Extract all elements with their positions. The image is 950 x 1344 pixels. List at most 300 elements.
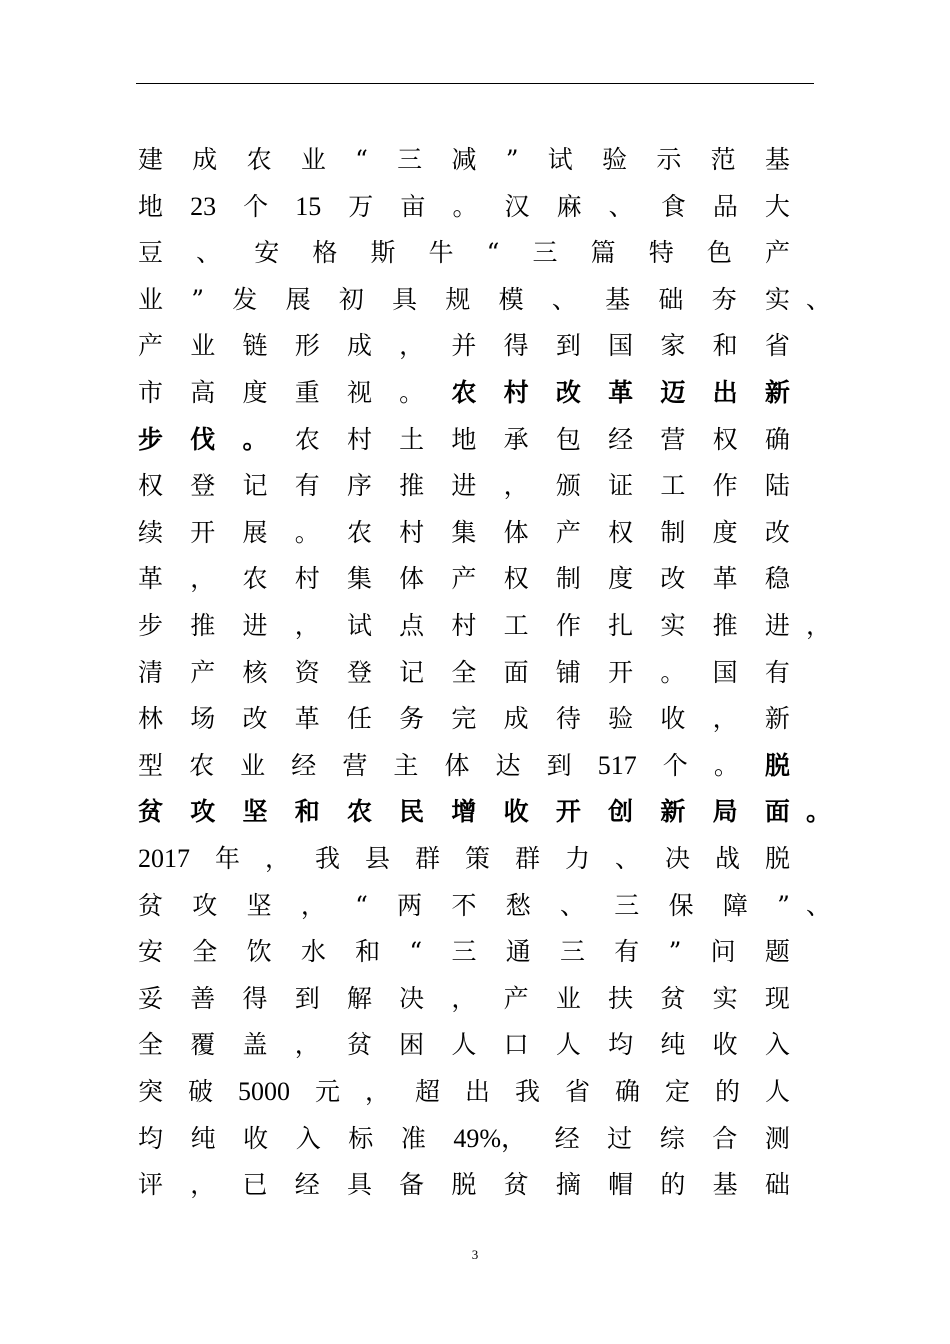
text-token: 集 <box>346 564 372 594</box>
text-token: 和 <box>712 331 738 361</box>
text-token: 实 <box>712 983 738 1013</box>
text-token: ， <box>300 890 326 920</box>
text-line <box>138 748 790 784</box>
text-token: 承 <box>503 424 529 454</box>
text-token: 基 <box>712 1170 738 1200</box>
text-token: 务 <box>399 704 425 734</box>
text-token: 制 <box>555 564 581 594</box>
text-token: 农 <box>242 564 268 594</box>
text-token: 农 <box>246 145 272 174</box>
text-token: 村 <box>399 517 425 547</box>
text-token: 产 <box>764 238 790 268</box>
text-token: 超 <box>414 1077 440 1106</box>
text-token: 农 <box>189 750 215 780</box>
text-line <box>138 142 790 178</box>
text-line <box>138 1074 790 1110</box>
text-token: 收 <box>243 1123 269 1153</box>
text-token: 成 <box>346 331 372 361</box>
text-token: 脱 <box>451 1170 477 1200</box>
text-token: 铺 <box>555 657 581 687</box>
text-token: 现 <box>764 983 790 1013</box>
text-token: 人 <box>451 1030 477 1060</box>
text-line <box>138 189 790 225</box>
text-token: 改 <box>555 378 581 407</box>
text-token: 色 <box>706 238 732 268</box>
text-token: 础 <box>764 1170 790 1200</box>
text-token: 验 <box>608 704 634 734</box>
text-token: 集 <box>451 517 477 547</box>
text-token: 麻 <box>556 191 582 221</box>
text-token: 善 <box>190 983 216 1013</box>
text-token: 示 <box>656 145 682 174</box>
text-token: 村 <box>294 564 320 594</box>
text-token: ， <box>264 844 290 873</box>
text-token: 和 <box>355 937 381 967</box>
text-token: 革 <box>712 564 738 594</box>
text-token: 经 <box>554 1123 580 1153</box>
text-token: 我 <box>514 1077 540 1106</box>
text-token: 陆 <box>764 471 790 501</box>
text-token: “ <box>486 238 500 268</box>
text-token: 试 <box>346 611 372 640</box>
text-token: 产 <box>451 564 477 594</box>
text-token: 新 <box>764 704 790 734</box>
text-token: 纯 <box>190 1123 216 1153</box>
text-token: 。 <box>660 657 686 687</box>
text-token: ， <box>712 704 738 734</box>
text-token: ， <box>364 1077 390 1106</box>
text-token: ” <box>777 890 790 920</box>
text-token: 格 <box>312 238 338 268</box>
text-token: 序 <box>346 471 372 501</box>
text-token: 万 <box>348 191 374 221</box>
text-line <box>138 561 790 597</box>
text-token: “ <box>409 937 423 967</box>
text-token: 创 <box>608 797 634 827</box>
text-token: 业 <box>240 750 266 780</box>
text-token: 愁 <box>505 890 531 920</box>
text-token: 饮 <box>246 937 272 967</box>
text-token: 新 <box>660 797 686 827</box>
text-token: 出 <box>464 1077 490 1106</box>
text-token: ， <box>190 1170 216 1200</box>
text-token: 链 <box>242 331 268 361</box>
text-token: 517 <box>597 750 637 780</box>
text-token: “ <box>355 890 368 920</box>
text-token: 续 <box>138 517 164 547</box>
text-token: 、 <box>608 191 634 221</box>
text-token: 均 <box>138 1123 164 1153</box>
text-token: 经 <box>291 750 317 780</box>
text-token: 验 <box>602 145 628 174</box>
text-token: 、 <box>196 238 222 268</box>
text-token: 全 <box>192 937 218 967</box>
text-token: 人 <box>555 1030 581 1060</box>
text-line <box>138 422 790 458</box>
text-token: 战 <box>714 844 740 873</box>
text-token: 牛 <box>428 238 454 268</box>
text-token: 、 <box>551 284 577 314</box>
text-token: 全 <box>451 657 477 687</box>
text-token: 营 <box>342 750 368 780</box>
text-token: 斯 <box>370 238 396 268</box>
text-line <box>138 235 790 271</box>
text-token: 主 <box>393 750 419 780</box>
text-token: 产 <box>555 517 581 547</box>
text-line <box>138 282 790 318</box>
text-token: 制 <box>660 517 686 547</box>
text-token: 权 <box>712 424 738 454</box>
text-token: 业 <box>190 331 216 361</box>
text-token: ” <box>505 145 519 174</box>
text-line <box>138 1167 790 1203</box>
text-token: 革 <box>608 378 634 407</box>
text-token: ， <box>190 564 216 594</box>
text-token: 妥 <box>138 983 164 1013</box>
text-token: 进 <box>764 611 790 640</box>
text-token: 村 <box>503 378 529 407</box>
text-token: 核 <box>242 657 268 687</box>
text-token: 贫 <box>346 1030 372 1060</box>
text-token: 大 <box>764 191 790 221</box>
text-token: 的 <box>714 1077 740 1106</box>
text-token: 攻 <box>192 890 218 920</box>
text-token: 、 <box>614 844 640 873</box>
text-token: 初 <box>338 284 364 314</box>
text-token: 达 <box>495 750 521 780</box>
text-token: 记 <box>399 657 425 687</box>
text-token: 具 <box>392 284 418 314</box>
text-token: 清 <box>138 657 164 687</box>
text-token: 实 <box>764 284 790 314</box>
text-token: 范 <box>710 145 736 174</box>
text-token: 视 <box>346 378 372 407</box>
text-token: 改 <box>764 517 790 547</box>
text-token: 产 <box>138 331 164 361</box>
text-token: 群 <box>414 844 440 873</box>
text-token: 展 <box>285 284 311 314</box>
text-token: 进 <box>451 471 477 501</box>
text-token: 脱 <box>764 750 790 780</box>
text-token: 减 <box>451 145 477 174</box>
text-token: ， <box>294 1030 320 1060</box>
text-token: 亩 <box>400 191 426 221</box>
text-token: 省 <box>764 331 790 361</box>
text-token: ， <box>294 611 320 640</box>
text-token: 地 <box>451 424 477 454</box>
text-token: 坚 <box>242 797 268 827</box>
text-token: 增 <box>451 797 477 827</box>
text-token: 任 <box>346 704 372 734</box>
text-token: 到 <box>555 331 581 361</box>
text-token: 林 <box>138 704 164 734</box>
text-token: 安 <box>138 937 164 967</box>
text-token: 决 <box>399 983 425 1013</box>
text-token: “ <box>355 145 368 174</box>
text-token: 。 <box>452 191 478 221</box>
text-token: 改 <box>660 564 686 594</box>
text-token: 新 <box>764 378 790 407</box>
text-token: 业 <box>555 983 581 1013</box>
text-token: 困 <box>399 1030 425 1060</box>
text-line <box>138 981 790 1017</box>
text-token: 和 <box>294 797 320 827</box>
text-token: 摘 <box>555 1170 581 1200</box>
text-token: 迈 <box>660 378 686 407</box>
text-token: 农 <box>451 378 477 407</box>
text-token: 经 <box>294 1170 320 1200</box>
text-token: 证 <box>608 471 634 501</box>
text-token: 攻 <box>190 797 216 827</box>
text-token: 登 <box>190 471 216 501</box>
text-token: 汉 <box>504 191 530 221</box>
text-token: 收 <box>660 704 686 734</box>
text-token: 记 <box>242 471 268 501</box>
text-token: 颁 <box>555 471 581 501</box>
text-token: 基 <box>605 284 631 314</box>
text-token: 重 <box>294 378 320 407</box>
text-line <box>138 468 790 504</box>
text-token: 业 <box>300 145 326 174</box>
text-token: 国 <box>712 657 738 687</box>
text-token: 不 <box>451 890 477 920</box>
text-token: 。 <box>294 517 320 547</box>
text-token: 决 <box>664 844 690 873</box>
text-token: 基 <box>764 145 790 174</box>
text-token: 确 <box>764 424 790 454</box>
text-token: 23 <box>190 191 217 221</box>
text-token: 水 <box>300 937 326 967</box>
text-token: 展 <box>242 517 268 547</box>
overhang-punctuation: 。 <box>806 797 832 827</box>
text-token: 点 <box>399 611 425 640</box>
text-token: 型 <box>138 750 164 780</box>
text-token: 权 <box>503 564 529 594</box>
text-token: 村 <box>346 424 372 454</box>
text-token: 品 <box>712 191 738 221</box>
text-line <box>138 888 790 924</box>
text-token: 两 <box>397 890 423 920</box>
text-token: 三 <box>614 890 640 920</box>
text-token: 覆 <box>190 1030 216 1060</box>
text-token: 局 <box>712 797 738 827</box>
text-token: 三 <box>560 937 586 967</box>
text-token: 题 <box>764 937 790 967</box>
text-token: 坚 <box>246 890 272 920</box>
text-token: 权 <box>138 471 164 501</box>
header-rule <box>136 83 814 84</box>
text-token: 面 <box>503 657 529 687</box>
text-line <box>138 328 790 364</box>
text-token: 篇 <box>590 238 616 268</box>
text-token: 备 <box>399 1170 425 1200</box>
text-token: 保 <box>668 890 694 920</box>
text-token: 问 <box>710 937 736 967</box>
text-token: 入 <box>764 1030 790 1060</box>
text-token: 待 <box>555 704 581 734</box>
text-line <box>138 701 790 737</box>
text-line <box>138 1121 790 1157</box>
text-token: 贫 <box>138 797 164 827</box>
text-token: 推 <box>399 471 425 501</box>
text-token: 破 <box>188 1077 214 1106</box>
text-token: 得 <box>242 983 268 1013</box>
text-token: 市 <box>138 378 164 407</box>
text-token: 口 <box>503 1030 529 1060</box>
text-token: 体 <box>503 517 529 547</box>
text-token: ， <box>503 471 529 501</box>
text-token: 贫 <box>138 890 164 920</box>
text-token: 群 <box>514 844 540 873</box>
text-token: 、 <box>560 890 586 920</box>
text-token: ” <box>191 284 205 314</box>
text-token: 纯 <box>660 1030 686 1060</box>
text-token: 试 <box>547 145 573 174</box>
text-token: 伐 <box>190 424 216 454</box>
text-token: 完 <box>451 704 477 734</box>
text-token: 三 <box>532 238 558 268</box>
text-token: 综 <box>659 1123 685 1153</box>
text-token: 革 <box>294 704 320 734</box>
text-line <box>138 608 790 644</box>
text-token: 确 <box>614 1077 640 1106</box>
text-token: 度 <box>712 517 738 547</box>
text-token: 豆 <box>138 238 164 268</box>
text-token: 具 <box>346 1170 372 1200</box>
text-token: 合 <box>712 1123 738 1153</box>
text-line <box>138 375 790 411</box>
text-token: 体 <box>399 564 425 594</box>
text-token: 并 <box>451 331 477 361</box>
text-token: 收 <box>712 1030 738 1060</box>
text-token: 模 <box>498 284 524 314</box>
text-token: 特 <box>648 238 674 268</box>
text-line <box>138 655 790 691</box>
text-token: 三 <box>397 145 423 174</box>
text-token: 作 <box>712 471 738 501</box>
text-token: 开 <box>190 517 216 547</box>
text-token: 帽 <box>608 1170 634 1200</box>
text-token: 资 <box>294 657 320 687</box>
text-token: 成 <box>192 145 218 174</box>
text-token: 国 <box>608 331 634 361</box>
text-line <box>138 1027 790 1063</box>
text-token: 。 <box>713 750 739 780</box>
text-token: 到 <box>294 983 320 1013</box>
overhang-punctuation: 、 <box>806 890 832 920</box>
text-token: 土 <box>399 424 425 454</box>
overhang-punctuation: ， <box>806 611 832 640</box>
text-line <box>138 794 790 830</box>
text-token: 面 <box>764 797 790 827</box>
text-token: 登 <box>346 657 372 687</box>
text-token: 建 <box>138 145 164 174</box>
text-token: 农 <box>346 517 372 547</box>
text-token: 人 <box>764 1077 790 1106</box>
text-token: 包 <box>555 424 581 454</box>
text-token: 成 <box>503 704 529 734</box>
text-token: 到 <box>546 750 572 780</box>
text-token: 村 <box>451 611 477 640</box>
text-token: 脱 <box>764 844 790 873</box>
text-token: 得 <box>503 331 529 361</box>
text-token: 障 <box>722 890 748 920</box>
text-token: 评 <box>138 1170 164 1200</box>
text-token: 个 <box>662 750 688 780</box>
text-token: 。 <box>399 378 425 407</box>
text-token: 家 <box>660 331 686 361</box>
text-token: 夯 <box>711 284 737 314</box>
text-token: 均 <box>608 1030 634 1060</box>
text-token: 食 <box>660 191 686 221</box>
text-token: 开 <box>608 657 634 687</box>
text-token: 县 <box>364 844 390 873</box>
text-token: 贫 <box>660 983 686 1013</box>
text-token: ” <box>668 937 682 967</box>
text-token: 度 <box>608 564 634 594</box>
text-token: 安 <box>254 238 280 268</box>
text-token: 年 <box>214 844 240 873</box>
text-token: 营 <box>660 424 686 454</box>
text-token: 步 <box>138 611 164 640</box>
text-token: 15 <box>295 191 322 221</box>
text-token: 定 <box>664 1077 690 1106</box>
text-token: 策 <box>464 844 490 873</box>
text-token: 贫 <box>503 1170 529 1200</box>
text-token: 入 <box>295 1123 321 1153</box>
text-token: 作 <box>555 611 581 640</box>
text-token: 形 <box>294 331 320 361</box>
text-token: 发 <box>232 284 258 314</box>
text-token: 通 <box>505 937 531 967</box>
text-token: 产 <box>503 983 529 1013</box>
text-token: 农 <box>346 797 372 827</box>
text-token: 三 <box>451 937 477 967</box>
text-token: 业 <box>138 284 164 314</box>
text-token: 进 <box>242 611 268 640</box>
text-token: 我 <box>314 844 340 873</box>
text-token: 高 <box>190 378 216 407</box>
text-token: 2017 <box>138 844 190 873</box>
text-token: 标 <box>348 1123 374 1153</box>
text-line <box>138 934 790 970</box>
text-token: 。 <box>242 424 268 454</box>
text-token: 力 <box>564 844 590 873</box>
text-token: 础 <box>658 284 684 314</box>
text-token: 体 <box>444 750 470 780</box>
text-token: 49%， <box>453 1123 528 1153</box>
text-token: 收 <box>503 797 529 827</box>
text-token: 步 <box>138 424 164 454</box>
text-token: 准 <box>400 1123 426 1153</box>
text-token: 场 <box>190 704 216 734</box>
text-token: 产 <box>190 657 216 687</box>
text-token: 实 <box>660 611 686 640</box>
text-token: 扎 <box>608 611 634 640</box>
text-token: 扶 <box>608 983 634 1013</box>
overhang-punctuation: 、 <box>806 284 832 314</box>
text-token: 地 <box>138 191 164 221</box>
text-token: 出 <box>712 378 738 407</box>
text-token: 的 <box>660 1170 686 1200</box>
text-token: 经 <box>608 424 634 454</box>
text-token: 有 <box>764 657 790 687</box>
text-token: 突 <box>138 1077 164 1106</box>
text-token: 元 <box>314 1077 340 1106</box>
text-token: 解 <box>346 983 372 1013</box>
text-token: 权 <box>608 517 634 547</box>
text-token: 5000 <box>238 1077 290 1106</box>
